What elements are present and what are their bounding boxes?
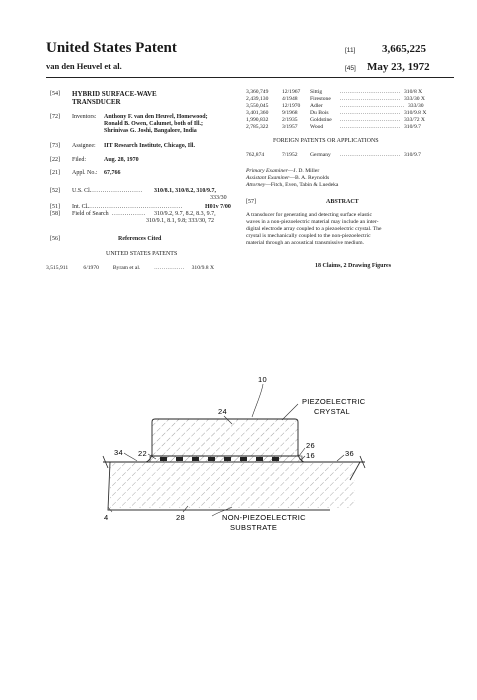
ref-4: 4 [104, 513, 109, 522]
ref-patent-number: 2,439,130 [246, 96, 269, 102]
us-patent-date: 6/1970 [83, 265, 99, 271]
assignee-code: [73] [50, 143, 60, 149]
us-patent-class: 310/9.8 X [191, 265, 214, 271]
abstract-title: ABSTRACT [326, 199, 359, 205]
int-cl-value: H01v 7/00 [205, 204, 231, 210]
ref-10: 10 [258, 375, 267, 384]
ref-22: 22 [138, 449, 147, 458]
filed-code: [22] [50, 157, 60, 163]
transducer-figure [0, 370, 477, 570]
us-cl-value-2: 333/30 [210, 195, 227, 201]
ref-patent-class: 333/72 X [404, 117, 425, 123]
int-cl-code: [51] [50, 204, 60, 210]
attorney: Attorney—Fitch, Even, Tabin & Luedeka [246, 182, 339, 188]
piezo-label-2: CRYSTAL [314, 407, 351, 416]
assistant-examiner-label: Assistant Examiner [246, 175, 290, 181]
patent-number-code: [11] [345, 47, 356, 54]
abstract-line: crystal is mechanically coupled to the non-piezoelectric [246, 233, 371, 239]
abstract-code: [57] [246, 199, 256, 205]
inventors-code: [72] [50, 114, 60, 120]
us-cl-value-1: 310/8.1, 310/8.2, 310/9.7, [154, 188, 217, 194]
us-cl-code: [52] [50, 188, 60, 194]
foreign-patent-row [246, 152, 421, 159]
inventors-line: Anthony F. van den Heuvel, Homewood; [104, 114, 208, 120]
header-rule [46, 77, 454, 78]
substrate-label-1: NON-PIEZOELECTRIC [222, 513, 306, 522]
ref-patent-dots: ................................ [340, 117, 401, 123]
ref-patent-row [246, 103, 424, 110]
ref-patent-name: Firestone [310, 96, 331, 102]
ref-patent-name: Adler [310, 103, 323, 109]
ref-patent-date: 4/1948 [282, 96, 298, 102]
ref-patent-dots: ................................ [340, 124, 401, 130]
patent-heading: United States Patent [46, 40, 177, 56]
foreign-patent-date: 7/1952 [282, 152, 298, 158]
inventors-label: Inventors: [72, 114, 97, 120]
ref-patent-number: 1,990,832 [246, 117, 269, 123]
foreign-patent-dots: ................................ [340, 152, 401, 158]
ref-patent-row [246, 89, 422, 96]
ref-28: 28 [176, 513, 185, 522]
ref-patent-class: 310/8 X [404, 89, 423, 95]
abstract-line: A transducer for generating and detecting surface elastic [246, 212, 372, 218]
ref-patent-date: 9/1968 [282, 110, 298, 116]
substrate-hatch [110, 463, 355, 508]
ref-patent-number: 3,550,045 [246, 103, 269, 109]
ref-patent-date: 12/1970 [282, 103, 301, 109]
inventors-line: Shrinivas G. Joshi, Bangalore, India [104, 128, 197, 134]
substrate-label-2: SUBSTRATE [230, 523, 278, 532]
us-patent-row [46, 265, 214, 272]
ref-patent-class: 310/9.8 X [404, 110, 427, 116]
int-cl-label: Int. Cl. [72, 204, 89, 210]
assistant-examiner-name: B. A. Reynolds [294, 175, 330, 181]
invention-title-line1: HYBRID SURFACE-WAVE [72, 90, 157, 98]
inventors-line: Ronald B. Owen, Calumet, both of Ill.; [104, 121, 204, 127]
us-cl-dots: .......................... [88, 188, 143, 194]
abstract-line: waves in a non-piezoelectric material may include an inter- [246, 219, 379, 225]
issue-date: May 23, 1972 [367, 61, 430, 73]
title-code: [54] [50, 91, 60, 97]
foreign-patent-country: Germany [310, 152, 331, 158]
ref-patent-row [246, 117, 425, 124]
assignee-label: Assignee: [72, 143, 96, 149]
assistant-examiner: Assistant Examiner—B. A. Reynolds [246, 175, 330, 181]
field-value-1: 310/9.2, 9.7, 8.2, 8.3, 9.7, [154, 211, 216, 217]
ref-patent-class: 310/9.7 [404, 124, 421, 130]
foreign-patent-number: 762,874 [246, 152, 265, 158]
ref-patent-date: 12/1967 [282, 89, 301, 95]
ref-34: 34 [114, 448, 123, 457]
inventor-short-name: van den Heuvel et al. [46, 61, 122, 71]
filed-value: Aug. 28, 1970 [104, 157, 139, 163]
us-patent-number: 3,515,911 [46, 265, 69, 271]
ref-patent-dots: ................................ [340, 110, 401, 116]
refs-code: [56] [50, 236, 60, 242]
filed-label: Filed: [72, 157, 87, 163]
field-value-2: 310/9.1, 8.1, 9.8; 333/30, 72 [146, 218, 215, 224]
ref-36: 36 [345, 449, 354, 458]
assignee-value: IIT Research Institute, Chicago, Ill. [104, 143, 195, 149]
ref-patent-row [246, 96, 425, 103]
ref-16: 16 [306, 451, 315, 460]
ref-patent-date: 2/1935 [282, 117, 298, 123]
appl-label: Appl. No.: [72, 170, 98, 176]
ref-patent-dots: ................................ [340, 96, 401, 102]
field-dots: ................ [112, 211, 146, 217]
ref-24: 24 [218, 407, 227, 416]
ref-patent-date: 3/1957 [282, 124, 298, 130]
piezoelectric-crystal [152, 419, 298, 456]
foreign-title: FOREIGN PATENTS OR APPLICATIONS [273, 138, 379, 144]
claims-summary: 18 Claims, 2 Drawing Figures [315, 263, 392, 269]
us-patent-name: Byram et al. [112, 265, 141, 271]
invention-title-line2: TRANSDUCER [72, 98, 121, 106]
patent-number: 3,665,225 [382, 43, 426, 55]
attorney-name: Fitch, Even, Tabin & Luedeka [270, 182, 339, 188]
us-cl-label: U.S. Cl. [72, 188, 92, 194]
ref-patent-row [246, 110, 426, 117]
abstract-line: digital electrode array coupled to a piezoelectric crystal. The [246, 226, 382, 232]
ref-patent-name: Goldstine [310, 117, 332, 123]
ref-patent-dots: .................................. [340, 103, 405, 109]
ref-patent-name: Wood [310, 124, 324, 130]
abstract-line: material through an acoustical transmissive medium. [246, 240, 365, 246]
issue-date-code: [45] [345, 65, 356, 72]
ref-patent-number: 2,785,322 [246, 124, 269, 130]
ref-patent-class: 333/30 X [404, 96, 425, 102]
ref-patent-dots: ................................ [340, 89, 401, 95]
foreign-patent-class: 310/9.7 [404, 152, 421, 158]
ref-patent-name: Sittig [310, 89, 323, 95]
field-label: Field of Search [72, 211, 109, 217]
primary-examiner-label: Primary Examiner [246, 168, 288, 174]
us-patent-dots: ................ [154, 265, 185, 271]
ref-patent-row [246, 124, 421, 131]
ref-patent-number: 3,401,360 [246, 110, 269, 116]
primary-examiner: Primary Examiner—J. D. Miller [246, 168, 320, 174]
us-patents-title: UNITED STATES PATENTS [106, 251, 178, 257]
field-code: [58] [50, 211, 60, 217]
appl-code: [21] [50, 170, 60, 176]
attorney-label: Attorney [246, 182, 266, 188]
ref-patent-name: Du Bois [310, 110, 329, 116]
piezo-label-1: PIEZOELECTRIC [302, 397, 366, 406]
int-cl-dots: ............................................... [84, 204, 183, 210]
ref-26: 26 [306, 441, 315, 450]
ref-patent-class: 333/30 [408, 103, 424, 109]
ref-patent-number: 3,360,749 [246, 89, 269, 95]
appl-value: 67,766 [104, 170, 121, 176]
primary-examiner-name: J. D. Miller [293, 168, 320, 174]
refs-title: References Cited [118, 236, 162, 242]
